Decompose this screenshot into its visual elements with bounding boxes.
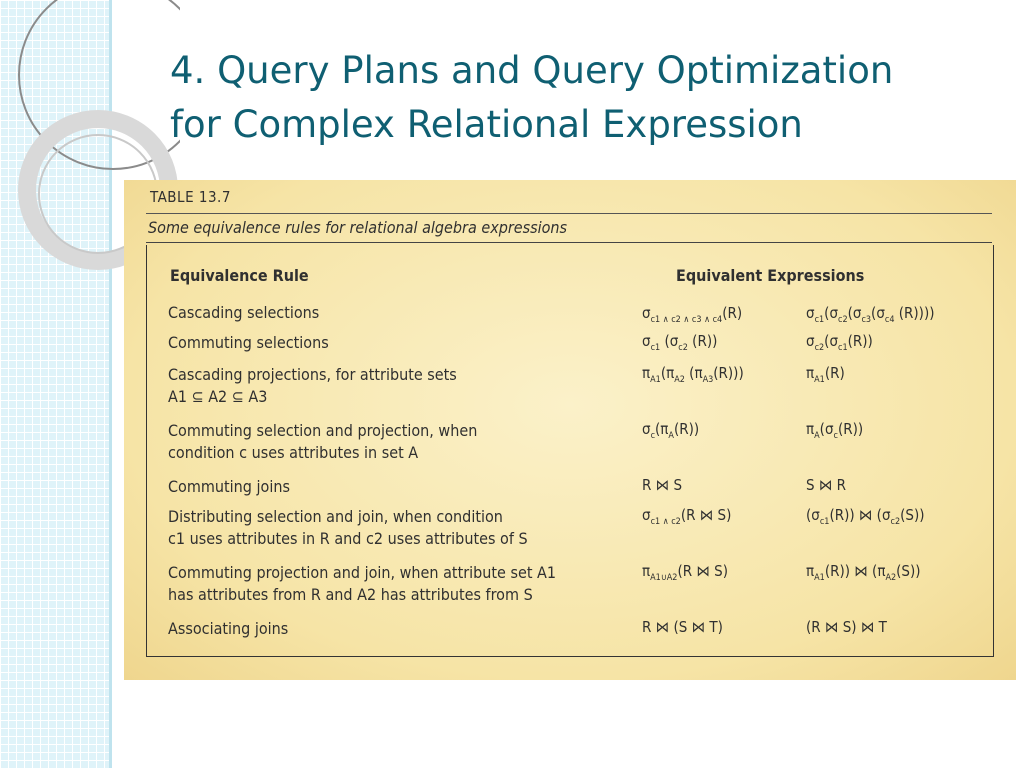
expression-left: R ⋈ S xyxy=(642,476,683,494)
rule-line: A1 ⊆ A2 ⊆ A3 xyxy=(168,387,268,406)
rule-line: c1 uses attributes in R and c2 uses attributes of S xyxy=(168,529,528,548)
expression-right: $\pi_{A1}(R)$) ⋈ $(\pi_{A2}(S))$ xyxy=(806,562,921,583)
rule-line: Commuting projection and join, when attribute set A1 xyxy=(168,563,557,582)
slide-title-line-2: for Complex Relational Expression xyxy=(170,103,803,146)
expression-left: $\pi_{A1\cup A2}(R$ ⋈ S) xyxy=(642,562,728,583)
rule-line: Distributing selection and join, when condition xyxy=(168,507,503,526)
header-equivalent-expressions: Equivalent Expressions xyxy=(676,266,865,285)
divider xyxy=(146,242,992,243)
expression-right: $\sigma_{c2}(\sigma_{c1}(R))$ xyxy=(806,332,873,353)
table-caption: Some equivalence rules for relational algebra expressions xyxy=(148,218,568,237)
rule-line: Cascading projections, for attribute sets xyxy=(168,365,457,384)
expression-right: $\pi_A(\sigma_c(R))$ xyxy=(806,420,864,441)
rule-name xyxy=(168,332,329,354)
expression-left: $\sigma_c(\pi_A(R))$ xyxy=(642,420,700,441)
rule-line: Associating joins xyxy=(168,619,289,638)
rule-line: has attributes from R and A2 has attributes from S xyxy=(168,585,533,604)
rule-line: Commuting selections xyxy=(168,333,329,352)
expression-right: $(\sigma_{c1}(R))$ ⋈ $(\sigma_{c2}(S))$ xyxy=(806,506,925,527)
rule-name xyxy=(168,302,319,324)
slide-title xyxy=(170,44,1000,152)
expression-left: $\pi_{A1}(\pi_{A2}$ $(\pi_{A3}(R))$) xyxy=(642,364,744,385)
expression-left: $\sigma_{c1}$ ($\sigma_{c2}$ (R)) xyxy=(642,332,718,353)
header-equivalence-rule: Equivalence Rule xyxy=(170,266,309,285)
expression-left: $\sigma_{c1 \wedge c2 \wedge c3 \wedge c4}(R)$ xyxy=(642,304,743,325)
rule-line: Commuting joins xyxy=(168,477,290,496)
expression-right: S ⋈ R xyxy=(806,476,847,494)
scanned-table-image xyxy=(124,180,1016,680)
decorative-grid-strip xyxy=(0,0,112,768)
expression-left: $\sigma_{c1 \wedge c2}(R$ ⋈ S) xyxy=(642,506,732,527)
rule-line: Cascading selections xyxy=(168,303,320,322)
expression-right: (R ⋈ S) ⋈ T xyxy=(806,618,887,636)
rule-name xyxy=(168,476,290,498)
rule-name xyxy=(168,618,288,640)
rule-line: condition c uses attributes in set A xyxy=(168,443,419,462)
expression-right: $\sigma_{c1}(\sigma_{c2}(\sigma_{c3}(\sigma_{c4}$ (R)))) xyxy=(806,304,935,325)
rule-name xyxy=(168,364,457,408)
rule-name xyxy=(168,562,556,606)
expression-left: R ⋈ (S ⋈ T) xyxy=(642,618,723,636)
rule-name xyxy=(168,420,477,464)
slide-title-line-1: 4. Query Plans and Query Optimization xyxy=(170,49,894,92)
divider xyxy=(146,213,992,214)
expression-right: $\pi_{A1}(R)$ xyxy=(806,364,845,385)
rule-line: Commuting selection and projection, when xyxy=(168,421,478,440)
rule-name xyxy=(168,506,528,550)
table-label: TABLE 13.7 xyxy=(150,188,231,206)
